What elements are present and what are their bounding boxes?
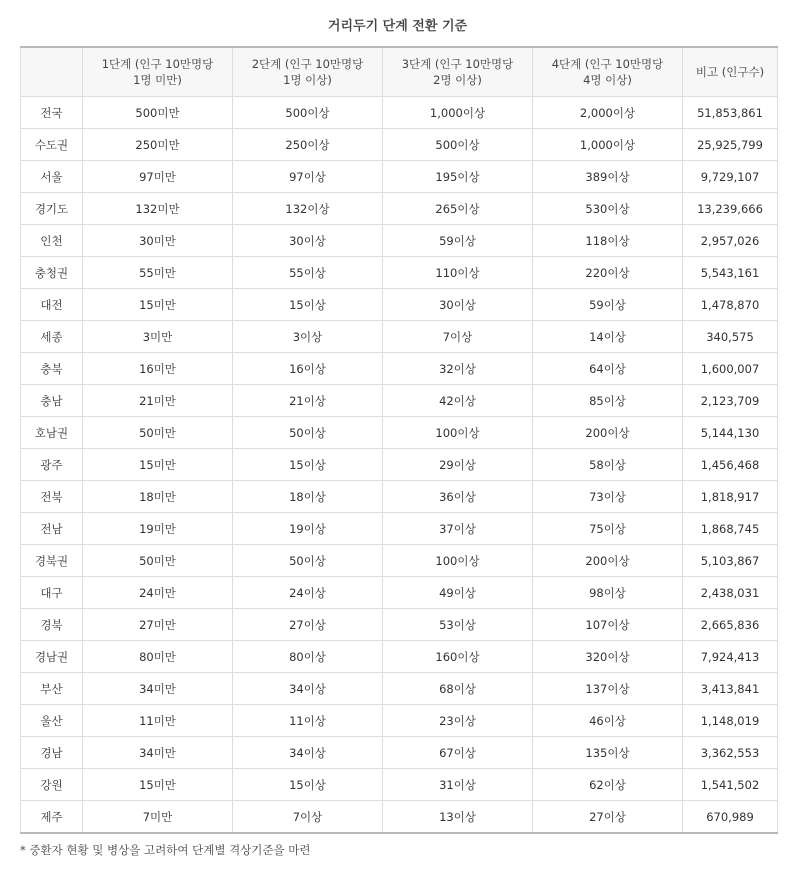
stage-4-cell: 2,000이상 <box>533 97 683 129</box>
population-cell: 7,924,413 <box>683 641 778 673</box>
region-cell: 수도권 <box>21 129 83 161</box>
stage-4-cell: 1,000이상 <box>533 129 683 161</box>
stage-2-cell: 250이상 <box>233 129 383 161</box>
table-row <box>21 673 778 705</box>
population-cell: 2,665,836 <box>683 609 778 641</box>
stage-4-cell: 73이상 <box>533 481 683 513</box>
stage-2-cell: 19이상 <box>233 513 383 545</box>
table-row <box>21 449 778 481</box>
stage-1-cell: 50미만 <box>83 545 233 577</box>
stage-3-cell: 23이상 <box>383 705 533 737</box>
stage-3-cell: 49이상 <box>383 577 533 609</box>
population-cell: 1,818,917 <box>683 481 778 513</box>
table-row <box>21 353 778 385</box>
stage-4-cell: 14이상 <box>533 321 683 353</box>
header-stage-4: 4단계 (인구 10만명당 4명 이상) <box>533 47 683 97</box>
stage-3-cell: 37이상 <box>383 513 533 545</box>
region-cell: 광주 <box>21 449 83 481</box>
region-cell: 전북 <box>21 481 83 513</box>
region-cell: 대구 <box>21 577 83 609</box>
stage-2-cell: 55이상 <box>233 257 383 289</box>
population-cell: 1,456,468 <box>683 449 778 481</box>
stage-4-cell: 85이상 <box>533 385 683 417</box>
stage-3-cell: 1,000이상 <box>383 97 533 129</box>
table-row <box>21 97 778 129</box>
stage-1-cell: 24미만 <box>83 577 233 609</box>
stage-3-cell: 13이상 <box>383 801 533 834</box>
region-cell: 전남 <box>21 513 83 545</box>
stage-2-cell: 15이상 <box>233 289 383 321</box>
stage-2-cell: 34이상 <box>233 737 383 769</box>
stage-3-cell: 195이상 <box>383 161 533 193</box>
stage-1-cell: 27미만 <box>83 609 233 641</box>
stage-2-cell: 16이상 <box>233 353 383 385</box>
region-cell: 울산 <box>21 705 83 737</box>
population-cell: 340,575 <box>683 321 778 353</box>
table-row <box>21 769 778 801</box>
stage-3-cell: 32이상 <box>383 353 533 385</box>
table-row <box>21 193 778 225</box>
stage-1-cell: 3미만 <box>83 321 233 353</box>
region-cell: 경북권 <box>21 545 83 577</box>
population-cell: 1,541,502 <box>683 769 778 801</box>
region-cell: 경남 <box>21 737 83 769</box>
stage-1-cell: 15미만 <box>83 769 233 801</box>
table-row <box>21 641 778 673</box>
stage-3-cell: 53이상 <box>383 609 533 641</box>
stage-4-cell: 58이상 <box>533 449 683 481</box>
stage-3-cell: 42이상 <box>383 385 533 417</box>
region-cell: 경기도 <box>21 193 83 225</box>
stage-3-cell: 67이상 <box>383 737 533 769</box>
population-cell: 3,362,553 <box>683 737 778 769</box>
header-population: 비고 (인구수) <box>683 47 778 97</box>
distancing-criteria-table <box>20 46 778 834</box>
stage-2-cell: 50이상 <box>233 417 383 449</box>
stage-2-cell: 24이상 <box>233 577 383 609</box>
stage-2-cell: 3이상 <box>233 321 383 353</box>
table-row <box>21 161 778 193</box>
stage-4-cell: 220이상 <box>533 257 683 289</box>
stage-4-cell: 320이상 <box>533 641 683 673</box>
stage-3-cell: 160이상 <box>383 641 533 673</box>
stage-3-cell: 7이상 <box>383 321 533 353</box>
region-cell: 서울 <box>21 161 83 193</box>
stage-4-cell: 75이상 <box>533 513 683 545</box>
population-cell: 1,148,019 <box>683 705 778 737</box>
stage-1-cell: 34미만 <box>83 673 233 705</box>
stage-3-cell: 31이상 <box>383 769 533 801</box>
table-row <box>21 129 778 161</box>
stage-3-cell: 29이상 <box>383 449 533 481</box>
stage-1-cell: 7미만 <box>83 801 233 834</box>
stage-2-cell: 15이상 <box>233 769 383 801</box>
stage-1-cell: 11미만 <box>83 705 233 737</box>
region-cell: 경북 <box>21 609 83 641</box>
header-stage-3: 3단계 (인구 10만명당 2명 이상) <box>383 47 533 97</box>
stage-1-cell: 500미만 <box>83 97 233 129</box>
stage-2-cell: 500이상 <box>233 97 383 129</box>
stage-1-cell: 50미만 <box>83 417 233 449</box>
region-cell: 호남권 <box>21 417 83 449</box>
header-region <box>21 47 83 97</box>
population-cell: 5,144,130 <box>683 417 778 449</box>
stage-2-cell: 50이상 <box>233 545 383 577</box>
region-cell: 부산 <box>21 673 83 705</box>
stage-2-cell: 34이상 <box>233 673 383 705</box>
stage-2-cell: 11이상 <box>233 705 383 737</box>
stage-4-cell: 62이상 <box>533 769 683 801</box>
region-cell: 충남 <box>21 385 83 417</box>
header-stage-2: 2단계 (인구 10만명당 1명 이상) <box>233 47 383 97</box>
stage-2-cell: 21이상 <box>233 385 383 417</box>
population-cell: 25,925,799 <box>683 129 778 161</box>
population-cell: 2,438,031 <box>683 577 778 609</box>
population-cell: 5,543,161 <box>683 257 778 289</box>
table-row <box>21 257 778 289</box>
stage-1-cell: 132미만 <box>83 193 233 225</box>
table-title: 거리두기 단계 전환 기준 <box>327 19 468 34</box>
stage-2-cell: 132이상 <box>233 193 383 225</box>
stage-2-cell: 27이상 <box>233 609 383 641</box>
stage-1-cell: 16미만 <box>83 353 233 385</box>
stage-1-cell: 34미만 <box>83 737 233 769</box>
header-row <box>21 47 778 97</box>
stage-1-cell: 55미만 <box>83 257 233 289</box>
population-cell: 9,729,107 <box>683 161 778 193</box>
region-cell: 제주 <box>21 801 83 834</box>
table-row <box>21 737 778 769</box>
stage-2-cell: 15이상 <box>233 449 383 481</box>
stage-2-cell: 97이상 <box>233 161 383 193</box>
stage-4-cell: 59이상 <box>533 289 683 321</box>
stage-4-cell: 137이상 <box>533 673 683 705</box>
population-cell: 1,600,007 <box>683 353 778 385</box>
region-cell: 충청권 <box>21 257 83 289</box>
stage-1-cell: 18미만 <box>83 481 233 513</box>
stage-4-cell: 98이상 <box>533 577 683 609</box>
stage-4-cell: 118이상 <box>533 225 683 257</box>
stage-4-cell: 530이상 <box>533 193 683 225</box>
stage-3-cell: 265이상 <box>383 193 533 225</box>
table-row <box>21 481 778 513</box>
stage-4-cell: 389이상 <box>533 161 683 193</box>
population-cell: 1,868,745 <box>683 513 778 545</box>
stage-1-cell: 250미만 <box>83 129 233 161</box>
population-cell: 670,989 <box>683 801 778 834</box>
table-row <box>21 289 778 321</box>
stage-3-cell: 100이상 <box>383 417 533 449</box>
region-cell: 전국 <box>21 97 83 129</box>
stage-3-cell: 36이상 <box>383 481 533 513</box>
stage-4-cell: 107이상 <box>533 609 683 641</box>
population-cell: 2,123,709 <box>683 385 778 417</box>
footnote: * 중환자 현황 및 병상을 고려하여 단계별 격상기준을 마련 <box>20 843 311 857</box>
population-cell: 5,103,867 <box>683 545 778 577</box>
stage-2-cell: 80이상 <box>233 641 383 673</box>
population-cell: 3,413,841 <box>683 673 778 705</box>
stage-1-cell: 97미만 <box>83 161 233 193</box>
stage-2-cell: 30이상 <box>233 225 383 257</box>
stage-3-cell: 30이상 <box>383 289 533 321</box>
population-cell: 2,957,026 <box>683 225 778 257</box>
stage-4-cell: 27이상 <box>533 801 683 834</box>
stage-4-cell: 200이상 <box>533 545 683 577</box>
region-cell: 경남권 <box>21 641 83 673</box>
population-cell: 51,853,861 <box>683 97 778 129</box>
stage-3-cell: 110이상 <box>383 257 533 289</box>
stage-2-cell: 7이상 <box>233 801 383 834</box>
table-row <box>21 577 778 609</box>
header-stage-1: 1단계 (인구 10만명당 1명 미만) <box>83 47 233 97</box>
stage-3-cell: 68이상 <box>383 673 533 705</box>
stage-4-cell: 135이상 <box>533 737 683 769</box>
stage-4-cell: 64이상 <box>533 353 683 385</box>
table-row <box>21 705 778 737</box>
table-row <box>21 225 778 257</box>
population-cell: 13,239,666 <box>683 193 778 225</box>
table-row <box>21 609 778 641</box>
table-row <box>21 801 778 834</box>
table-row <box>21 321 778 353</box>
stage-1-cell: 80미만 <box>83 641 233 673</box>
stage-4-cell: 46이상 <box>533 705 683 737</box>
stage-1-cell: 15미만 <box>83 449 233 481</box>
table-row <box>21 417 778 449</box>
region-cell: 충북 <box>21 353 83 385</box>
table-row <box>21 545 778 577</box>
stage-2-cell: 18이상 <box>233 481 383 513</box>
stage-1-cell: 19미만 <box>83 513 233 545</box>
region-cell: 인천 <box>21 225 83 257</box>
stage-4-cell: 200이상 <box>533 417 683 449</box>
region-cell: 대전 <box>21 289 83 321</box>
stage-1-cell: 30미만 <box>83 225 233 257</box>
population-cell: 1,478,870 <box>683 289 778 321</box>
stage-3-cell: 500이상 <box>383 129 533 161</box>
table-row <box>21 513 778 545</box>
region-cell: 강원 <box>21 769 83 801</box>
stage-3-cell: 59이상 <box>383 225 533 257</box>
stage-1-cell: 15미만 <box>83 289 233 321</box>
region-cell: 세종 <box>21 321 83 353</box>
table-row <box>21 385 778 417</box>
stage-3-cell: 100이상 <box>383 545 533 577</box>
stage-1-cell: 21미만 <box>83 385 233 417</box>
